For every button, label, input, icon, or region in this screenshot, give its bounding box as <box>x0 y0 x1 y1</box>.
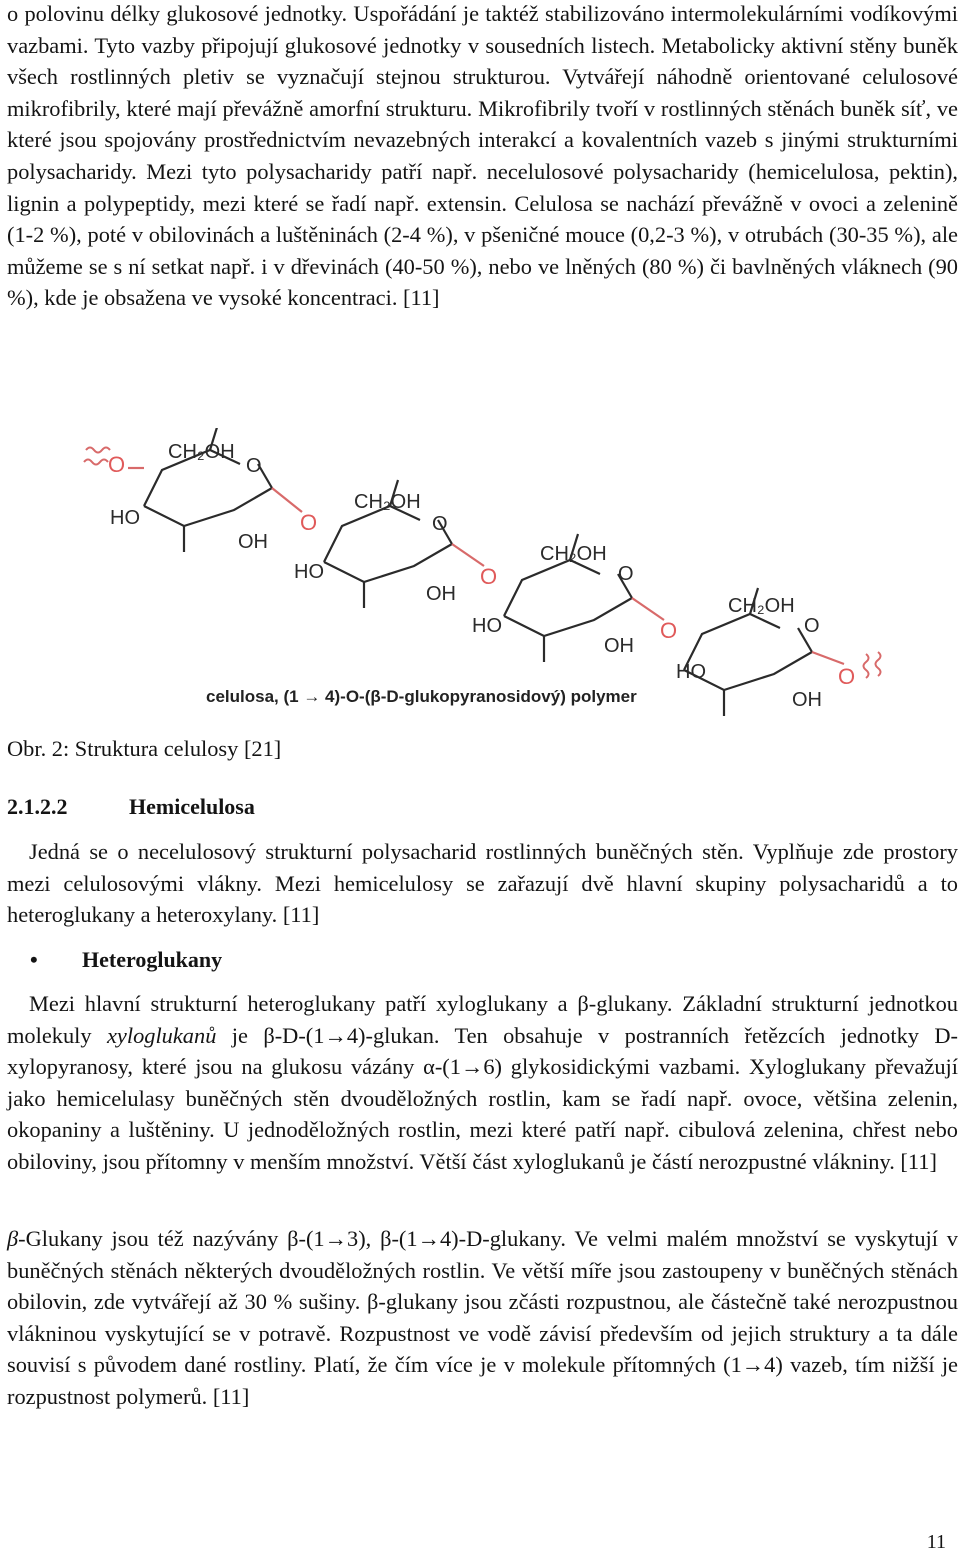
ring-o-label-2: O <box>432 513 448 535</box>
paragraph-hemicellulose <box>7 836 958 931</box>
ring-o-label-3: O <box>618 563 634 585</box>
bond-link-12 <box>272 488 302 512</box>
paragraph-heteroglucans <box>7 988 958 1178</box>
oh-label-4: OH <box>792 689 822 711</box>
wavy-bond-right <box>864 654 869 678</box>
ring-o-label-4: O <box>804 615 820 637</box>
figure-polymer-caption: celulosa, (1 → 4)-O-(β-D-glukopyranosidový) polymer <box>206 687 637 706</box>
wavy-bond-left-2 <box>84 460 108 465</box>
section-heading <box>7 792 255 822</box>
oh-label-2: OH <box>426 583 456 605</box>
paragraph-italic-term: xyloglukanů <box>106 1022 217 1048</box>
ch2oh-label-4: CH₂OH <box>728 595 795 617</box>
wavy-bond-right-2 <box>876 652 881 676</box>
bond-link-23 <box>452 544 484 566</box>
glycosidic-o-3: O <box>480 564 498 589</box>
paragraph-italic-term: β <box>7 1226 19 1251</box>
section-number: 2.1.2.2 <box>7 794 68 819</box>
cellulose-structure-figure <box>48 428 926 728</box>
bond-terminal <box>812 652 844 664</box>
page-number: 11 <box>926 1531 946 1553</box>
ch2oh-label-3: CH₂OH <box>540 543 607 565</box>
bond-link-34 <box>632 598 664 620</box>
ho-label-1: HO <box>110 507 140 529</box>
paragraph-beta-glucans <box>7 1223 958 1413</box>
oh-label-1: OH <box>238 531 268 553</box>
ch2oh-label-2: CH₂OH <box>354 491 421 513</box>
glycosidic-o-4: O <box>660 618 678 643</box>
paragraph-text: -Glukany jsou též nazývány β-(1→3), β-(1→4)-D-glukany. Ve velmi malém množství se vyskytují v buněčných stěnách některých dvouděložných rostlin. Ve větší míře jsou zastoupeny v buněčných stěnách obilovin, zde vytvářejí až 30 % sušiny. β-glukany jsou zčásti rozpustnou, ale částečně také nerozpustnou vlákninou vyskytující se v potravě. Rozpustnost ve vodě závisí především od jejich struktury a ta dále souvisí s původem dané rostliny. Platí, že čím více je v molekule přítomných (1→4) vazeb, tím nižší je rozpustnost polymerů. [11] <box>7 1226 958 1409</box>
ho-label-4: HO <box>676 661 706 683</box>
paragraph-text: je β-D-(1→4)-glukan. Ten obsahuje v postranních řetězcích jednotky D-xylopyranosy, které jsou na glukosu vázány α-(1→6) glykosidickými vazbami. Xyloglukany převažují jako hemicelulasy buněčných stěn dvouděložných rostlin, kam se řadí např. ovoce, většina zelenin, okopaniny a luštěniny. U jednoděložných rostlin, mezi které patří např. cibulová zelenina, chřest nebo obiloviny, jsou přítomny v menším množství. Větší část xyloglukanů je částí nerozpustné vlákniny. [11] <box>7 1022 958 1174</box>
cellulose-diagram <box>48 428 926 728</box>
paragraph-text: Jedná se o necelulosový strukturní polysacharid rostlinných buněčných stěn. Vyplňuje zde prostory mezi celulosovými vlákny. Mezi hemicelulosy se zařazují dvě hlavní skupiny polysacharidů a to heteroglukany a heteroxylany. [11] <box>7 839 958 928</box>
ring-o-label-1: O <box>246 455 262 477</box>
glycosidic-o-1: O <box>108 452 126 477</box>
oh-label-3: OH <box>604 635 634 657</box>
ch2oh-label-1: CH₂OH <box>168 441 235 463</box>
glycosidic-o-5: O <box>838 664 856 689</box>
glycosidic-o-2: O <box>300 510 318 535</box>
bullet-icon: • <box>30 947 38 972</box>
paragraph-text: Mezi hlavní strukturní heteroglukany patří xyloglukany a β-glukany. Základní strukturní jednotkou molekuly <box>7 991 958 1048</box>
ho-label-2: HO <box>294 561 324 583</box>
ho-label-3: HO <box>472 615 502 637</box>
wavy-bond-left <box>86 448 110 453</box>
bullet-label: Heteroglukany <box>82 947 223 972</box>
figure-caption: Obr. 2: Struktura celulosy [21] <box>7 736 282 761</box>
bullet-heading <box>30 945 222 975</box>
section-title: Hemicelulosa <box>129 794 255 819</box>
paragraph-text: o polovinu délky glukosové jednotky. Uspořádání je taktéž stabilizováno intermolekulárními vodíkovými vazbami. Tyto vazby připojují glukosové jednotky v sousedních listech. Metabolicky aktivní stěny buněk všech rostlinných pletiv se vyznačují stejnou strukturou. Vytvářejí náhodně orientované celulosové mikrofibrily, které mají převážně amorfní strukturu. Mikrofibrily tvoří v rostlinných stěnách buněk síť, ve které jsou spojovány prostřednictvím nevazebných interakcí a kovalentních vazeb s jinými strukturními polysacharidy. Mezi tyto polysacharidy patří např. necelulosové polysacharidy (hemicelulosa, pektin), lignin a polypeptidy, mezi které se řadí např. extensin. Celulosa se nachází převážně v ovoci a zelenině (1-2 %), poté v obilovinách a luštěninách (2-4 %), v pšeničné mouce (0,2-3 %), v otrubách (30-35 %), ale můžeme se s ní setkat např. i v dřevinách (40-50 %), nebo ve lněných (80 %) či bavlněných vláknech (90 %), kde je obsažena ve vysoké koncentraci. [11] <box>7 1 958 311</box>
paragraph-cellulose-structure <box>7 0 958 314</box>
